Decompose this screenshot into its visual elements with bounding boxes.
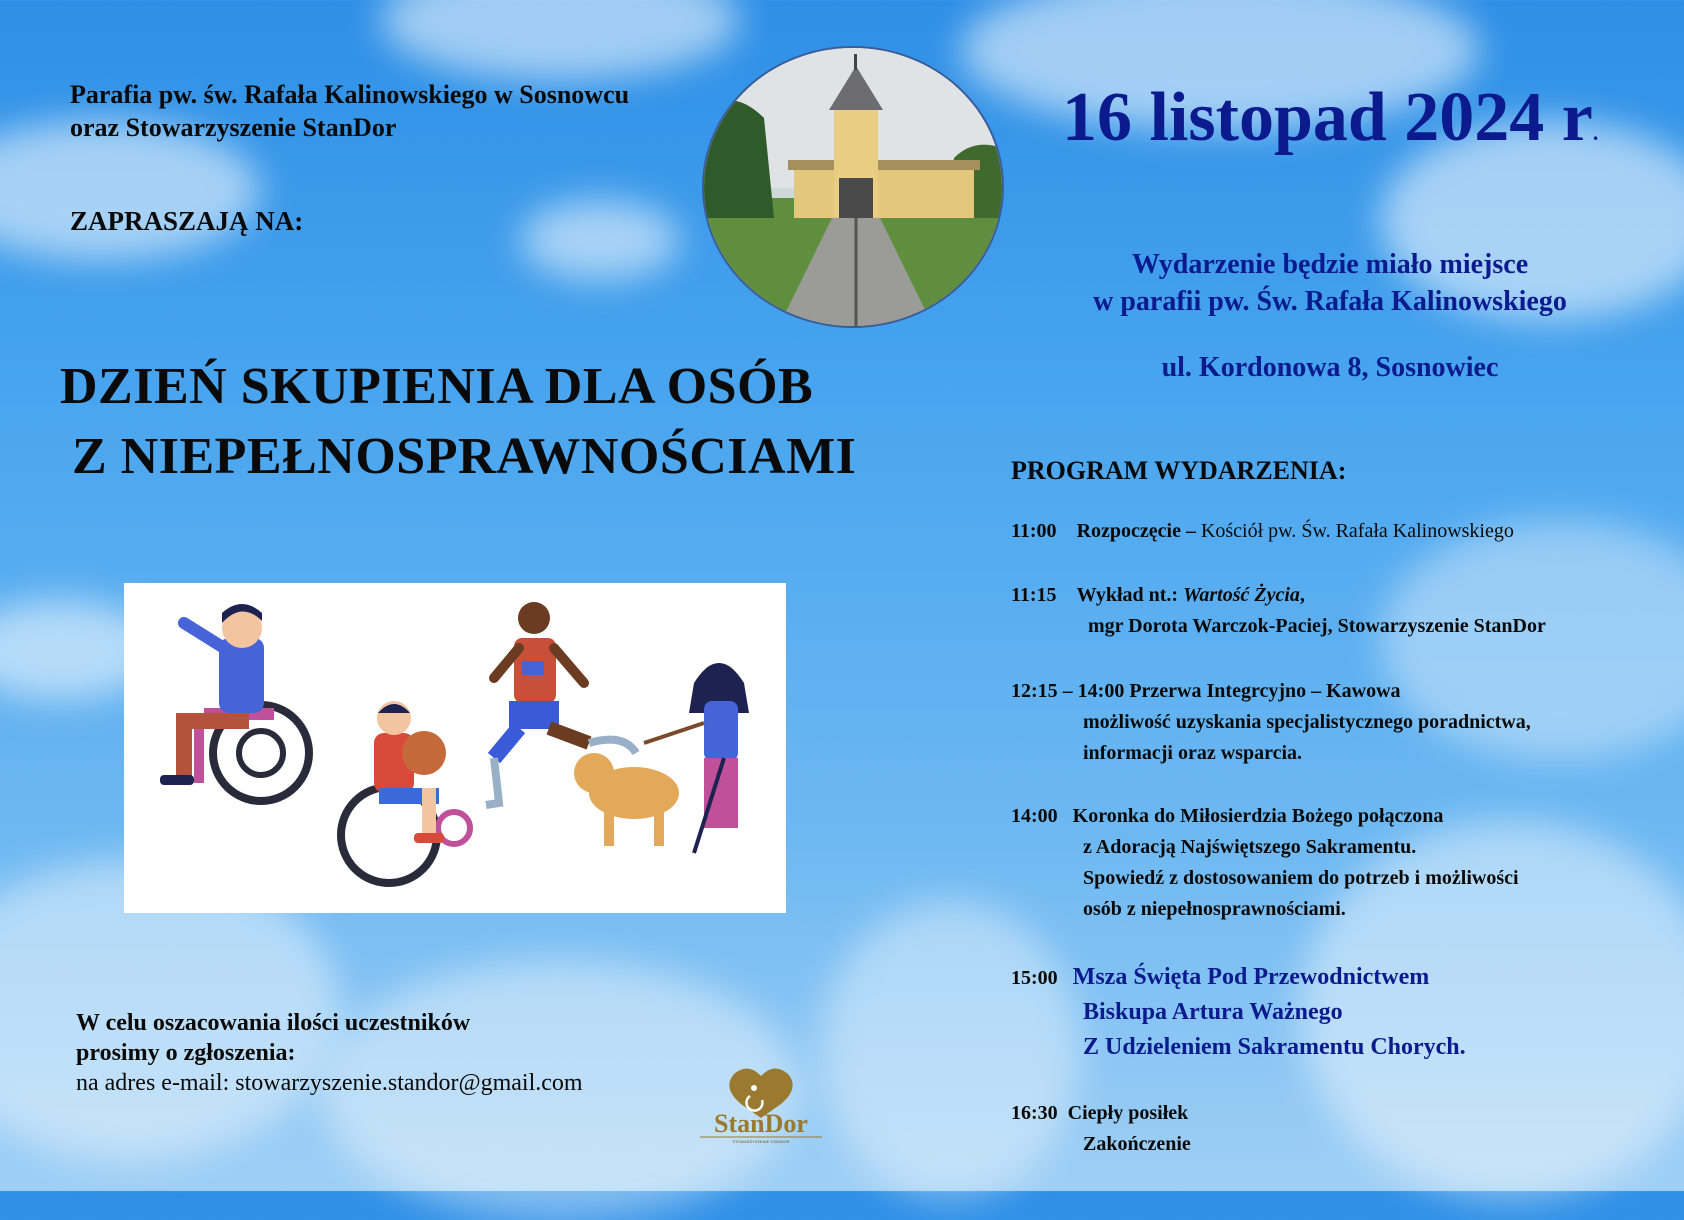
logo-tagline: STOWARZYSZENIE STANDOR: [732, 1139, 790, 1144]
program-time: 11:15: [1011, 584, 1057, 606]
standor-logo: [696, 1066, 826, 1144]
disability-illustration: [124, 583, 786, 913]
registration-info: [76, 1008, 583, 1098]
event-title: [60, 352, 856, 492]
church-photo: [702, 46, 1004, 328]
program-line: Spowiedź z dostosowaniem do potrzeb i możliwości: [1083, 867, 1519, 889]
venue-info: [1040, 246, 1620, 320]
program-label: Rozpoczęcie –: [1076, 520, 1196, 542]
event-title-line-2: Z NIEPEŁNOSPRAWNOŚCIAMI: [72, 428, 857, 485]
program-item-5: [1011, 960, 1466, 1065]
program-heading: PROGRAM WYDARZENIA:: [1011, 456, 1347, 485]
program-time: 14:00: [1011, 805, 1058, 827]
program-item-1: [1011, 516, 1514, 547]
program-label: Ciepły posiłek: [1067, 1102, 1189, 1124]
event-date: [1062, 78, 1598, 158]
program-line: możliwość uzyskania specjalistycznego poradnictwa,: [1083, 711, 1531, 733]
registration-line-1: W celu oszacowania ilości uczestników: [76, 1010, 471, 1036]
program-label: Msza Święta Pod Przewodnictwem: [1072, 964, 1430, 990]
program-time: 15:00: [1011, 967, 1058, 989]
program-label: Przerwa Integrcyjno – Kawowa: [1124, 680, 1401, 702]
event-date-text: 16 listopad 2024 r: [1062, 79, 1593, 156]
venue-address: ul. Kordonowa 8, Sosnowiec: [1161, 352, 1499, 383]
registration-line-2: prosimy o zgłoszenia:: [76, 1040, 296, 1066]
program-item-2: [1011, 580, 1546, 642]
event-date-suffix: .: [1592, 120, 1599, 145]
invite-text: ZAPRASZAJĄ NA:: [70, 206, 304, 236]
program-item-4: [1011, 801, 1519, 925]
venue-line-2: w parafii pw. Św. Rafała Kalinowskiego: [1093, 286, 1567, 317]
program-item-3: [1011, 676, 1531, 769]
program-item-6: [1011, 1098, 1191, 1160]
program-line: z Adoracją Najświętszego Sakramentu.: [1083, 836, 1417, 858]
program-line: osób z niepełnosprawnościami.: [1083, 898, 1346, 920]
venue-line-1: Wydarzenie będzie miało miejsce: [1131, 249, 1529, 280]
program-lecture-title: Wartość Życia: [1183, 584, 1300, 606]
program-line: Biskupa Artura Ważnego: [1083, 999, 1343, 1025]
event-title-line-1: DZIEŃ SKUPIENIA DLA OSÓB: [60, 358, 814, 415]
program-time: 16:30: [1011, 1102, 1058, 1124]
program-time: 11:00: [1011, 520, 1057, 542]
organizer-line-1: Parafia pw. św. Rafała Kalinowskiego w Sosnowcu: [70, 80, 630, 109]
program-line: Zakończenie: [1083, 1133, 1191, 1155]
program-line: informacji oraz wsparcia.: [1083, 742, 1303, 764]
program-time: 12:15 – 14:00: [1011, 680, 1125, 702]
program-line: Z Udzieleniem Sakramentu Chorych.: [1083, 1034, 1466, 1060]
registration-email: na adres e-mail: stowarzyszenie.standor@gmail.com: [76, 1070, 583, 1096]
program-speaker: mgr Dorota Warczok-Paciej, Stowarzyszenie StanDor: [1088, 615, 1546, 637]
program-punct: ,: [1299, 584, 1305, 606]
logo-name: StanDor: [714, 1109, 808, 1138]
program-label: Koronka do Miłosierdzia Bożego połączona: [1072, 805, 1444, 827]
program-text: Kościół pw. Św. Rafała Kalinowskiego: [1195, 520, 1514, 542]
organizers: [70, 78, 629, 144]
organizer-line-2: oraz Stowarzyszenie StanDor: [70, 113, 397, 142]
program-label: Wykład nt.:: [1076, 584, 1184, 606]
